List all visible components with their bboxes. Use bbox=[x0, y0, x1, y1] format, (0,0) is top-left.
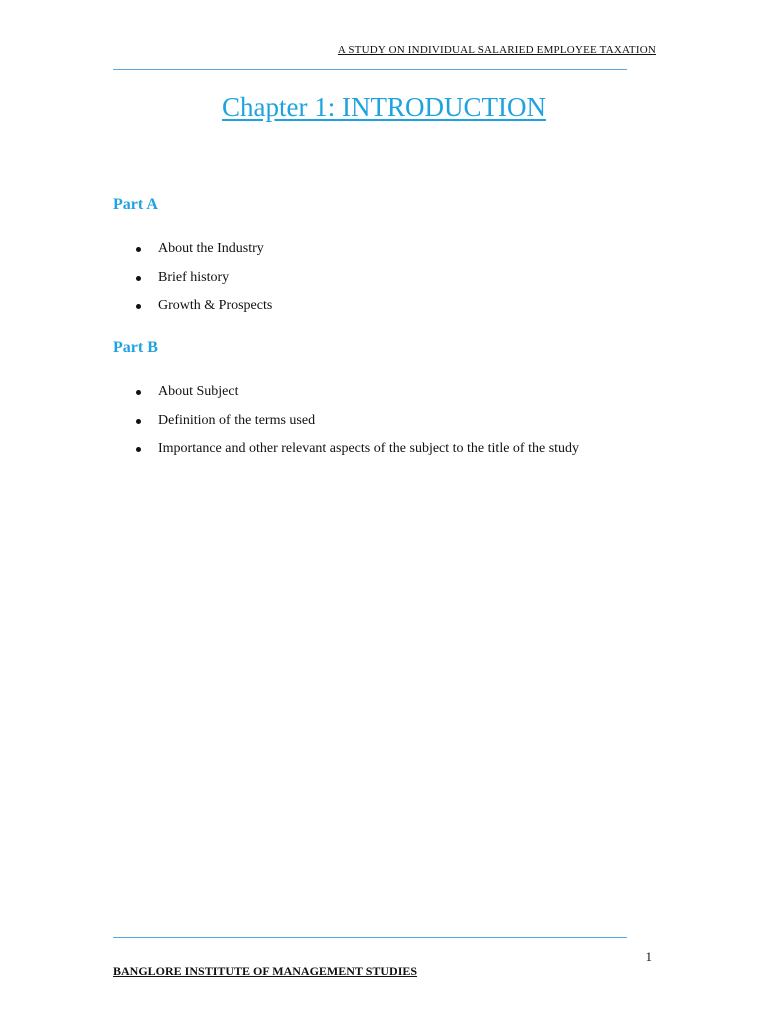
list-item-text: About the Industry bbox=[158, 241, 264, 256]
page-number: 1 bbox=[645, 949, 652, 964]
list-item-text: Brief history bbox=[158, 269, 230, 285]
bullet-icon bbox=[136, 304, 141, 309]
header-divider bbox=[113, 69, 627, 70]
list-item-text: Growth & Prospects bbox=[158, 298, 273, 313]
bullet-icon bbox=[136, 419, 141, 424]
bullet-icon bbox=[136, 390, 141, 395]
part-a-heading: Part A bbox=[113, 196, 158, 213]
list-item-text: About Subject bbox=[158, 384, 239, 399]
chapter-title: Chapter 1: INTRODUCTION bbox=[222, 92, 546, 122]
bullet-icon bbox=[136, 276, 141, 281]
part-b-heading: Part B bbox=[113, 339, 158, 356]
list-item-text: Definition of the terms used bbox=[158, 412, 316, 428]
bullet-icon bbox=[136, 247, 141, 252]
footer-divider bbox=[113, 937, 627, 938]
list-item-text: Importance and other relevant aspects of the subject to the title of the study bbox=[158, 441, 580, 456]
institution-footer: BANGLORE INSTITUTE OF MANAGEMENT STUDIES bbox=[113, 964, 418, 978]
running-header: A STUDY ON INDIVIDUAL SALARIED EMPLOYEE TAXATION bbox=[337, 44, 656, 56]
bullet-icon bbox=[136, 447, 141, 452]
